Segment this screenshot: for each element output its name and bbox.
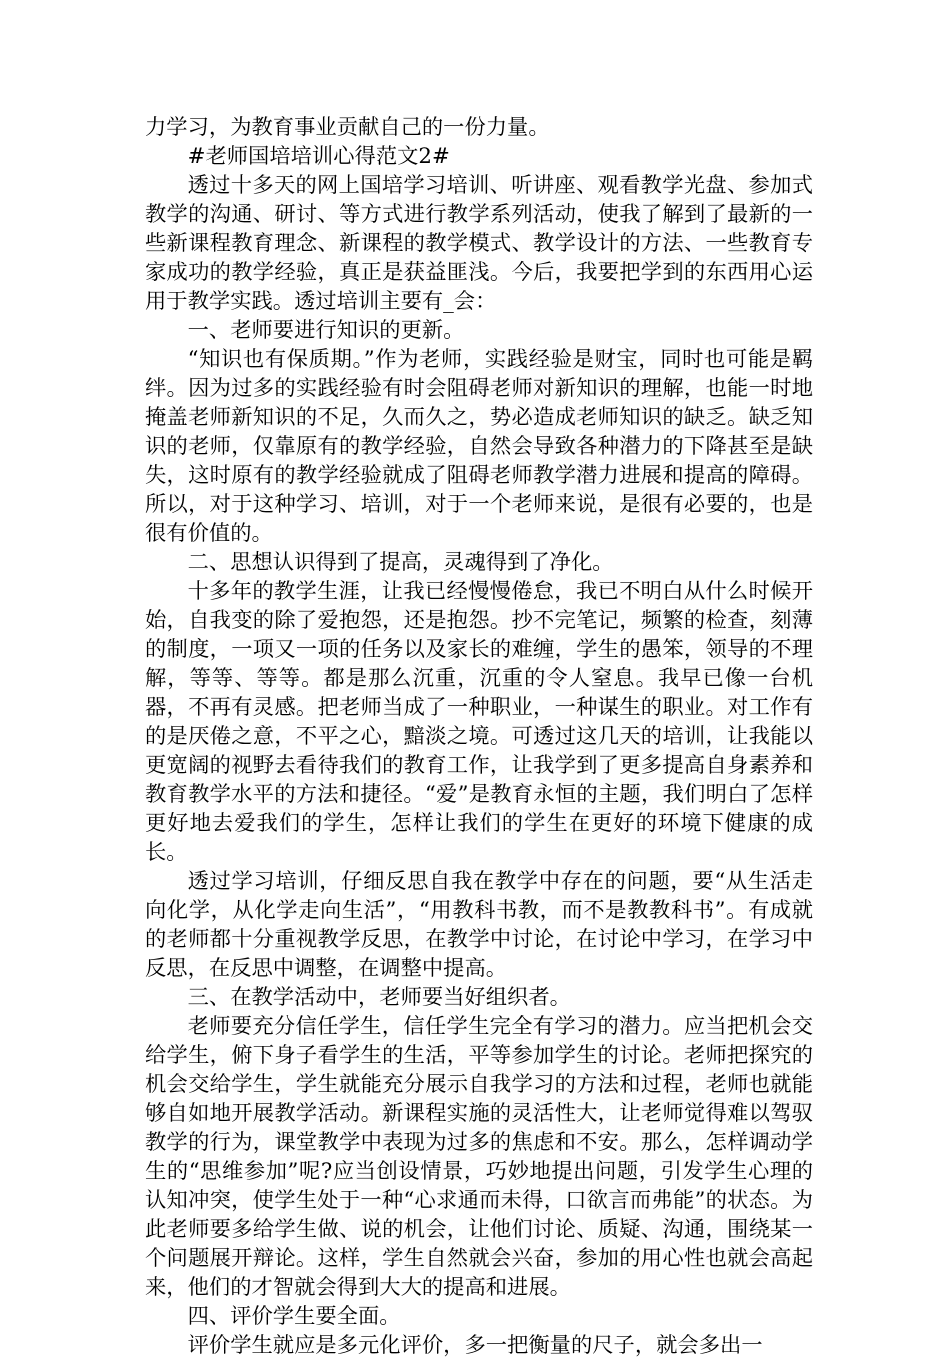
body-paragraph: 透过学习培训，仔细反思自我在教学中存在的问题，要“从生活走向化学，从化学走向生活”，“用教科书教，而不是教教科书”。有成就的老师都十分重视教学反思，在教学中讨论，在讨论中学习，在学习中反思，在反思中调整，在调整中提高。 [145,869,813,981]
document-body [145,113,813,1360]
body-paragraph: 十多年的教学生涯，让我已经慢慢倦怠，我已不明白从什么时候开始，自我变的除了爱抱怨，还是抱怨。抄不完笔记，频繁的检查，刻薄的制度，一项又一项的任务以及家长的难缠，学生的愚笨，领导的不理解，等等、等等。都是那么沉重，沉重的令人窒息。我早已像一台机器，不再有灵感。把老师当成了一种职业，一种谋生的职业。对工作有的是厌倦之意，不平之心，黯淡之境。可透过这几天的培训，让我能以更宽阔的视野去看待我们的教育工作，让我学到了更多提高自身素养和教育教学水平的方法和捷径。“爱”是教育永恒的主题，我们明白了怎样更好地去爱我们的学生，怎样让我们的学生在更好的环境下健康的成长。 [145,579,813,865]
body-paragraph: 透过十多天的网上国培学习培训、听讲座、观看教学光盘、参加式教学的沟通、研讨、等方式进行教学系列活动，使我了解到了最新的一些新课程教育理念、新课程的教学模式、教学设计的方法、一些教育专家成功的教学经验，真正是获益匪浅。今后，我要把学到的东西用心运用于教学实践。透过培训主要有_会： [145,173,813,314]
heading-point-3: 三、在教学活动中，老师要当好组织者。 [187,985,571,1010]
continued-paragraph: 力学习，为教育事业贡献自己的一份力量。 [145,115,550,140]
heading-point-1: 一、老师要进行知识的更新。 [187,318,465,343]
heading-point-2: 二、思想认识得到了提高，灵魂得到了净化。 [187,550,614,575]
body-paragraph: 评价学生就应是多元化评价，多一把衡量的尺子，就会多出一 [187,1333,763,1358]
section-title: #老师国培培训心得范文2# [187,144,450,169]
body-paragraph: 老师要充分信任学生，信任学生完全有学习的潜力。应当把机会交给学生，俯下身子看学生的生活，平等参加学生的讨论。老师把探究的机会交给学生，学生就能充分展示自我学习的方法和过程，老师也就能够自如地开展教学活动。新课程实施的灵活性大，让老师觉得难以驾驭教学的行为，课堂教学中表现为过多的焦虑和不安。那么，怎样调动学生的“思维参加”呢?应当创设情景，巧妙地提出问题，引发学生心理的认知冲突，使学生处于一种“心求通而未得，口欲言而弗能”的状态。为此老师要多给学生做、说的机会，让他们讨论、质疑、沟通，围绕某一个问题展开辩论。这样，学生自然就会兴奋，参加的用心性也就会高起来，他们的才智就会得到大大的提高和进展。 [145,1014,813,1300]
heading-point-4: 四、评价学生要全面。 [187,1304,401,1329]
body-paragraph: “知识也有保质期。”作为老师，实践经验是财宝，同时也可能是羁绊。因为过多的实践经验有时会阻碍老师对新知识的理解，也能一时地掩盖老师新知识的不足，久而久之，势必造成老师知识的缺乏。缺乏知识的老师，仅靠原有的教学经验，自然会导致各种潜力的下降甚至是缺失，这时原有的教学经验就成了阻碍老师教学潜力进展和提高的障碍。所以，对于这种学习、培训，对于一个老师来说，是很有必要的，也是很有价值的。 [145,347,813,546]
